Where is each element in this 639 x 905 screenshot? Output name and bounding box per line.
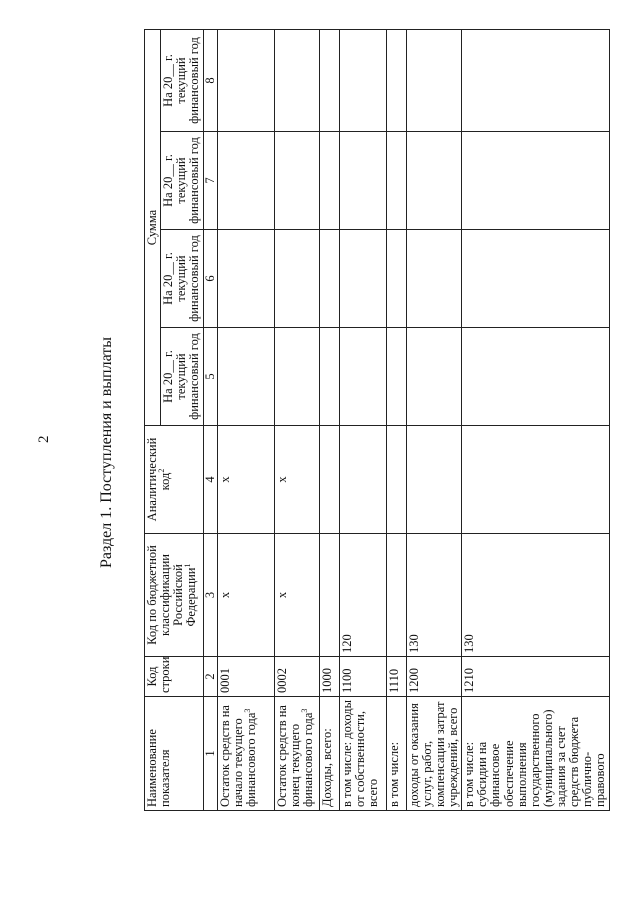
row-analytic-code: x — [217, 426, 274, 534]
row-sum-cell — [462, 230, 609, 328]
row-sum-cell — [386, 230, 406, 328]
row-sum-cell — [462, 29, 609, 131]
header-sum-col-7: На 20__ г. текущий финансовый год — [161, 132, 203, 230]
row-line-code: 1000 — [319, 657, 339, 697]
row-budget-code — [386, 534, 406, 657]
row-sum-cell — [319, 230, 339, 328]
row-sum-cell — [339, 29, 386, 131]
table-row — [274, 29, 319, 810]
row-budget-code: 130 — [406, 534, 462, 657]
header-line-code: Код строки — [145, 657, 204, 697]
table-row — [462, 29, 609, 810]
row-name: Остаток средств на конец текущего финансового года$^3$ — [274, 697, 319, 811]
row-budget-code: x — [217, 534, 274, 657]
row-sum-cell — [217, 230, 274, 328]
column-number: 7 — [203, 132, 217, 230]
table-row — [319, 29, 339, 810]
row-sum-cell — [386, 132, 406, 230]
column-number: 4 — [203, 426, 217, 534]
row-name: доходы от оказания услуг, работ, компенсации затрат учреждений, всего — [406, 697, 462, 811]
row-analytic-code — [386, 426, 406, 534]
row-sum-cell — [339, 328, 386, 426]
row-budget-code: x — [274, 534, 319, 657]
column-numbers-row — [203, 29, 217, 810]
row-line-code: 1210 — [462, 657, 609, 697]
row-sum-cell — [462, 132, 609, 230]
column-number: 8 — [203, 29, 217, 131]
row-sum-cell — [339, 132, 386, 230]
row-budget-code — [319, 534, 339, 657]
section-title: Раздел 1. Поступления и выплаты — [98, 336, 115, 569]
row-sum-cell — [217, 132, 274, 230]
row-sum-cell — [319, 328, 339, 426]
header-budget-classification-code: Код по бюджетной классификации Российской Федерации$^1$ — [145, 534, 204, 657]
row-sum-cell — [339, 230, 386, 328]
row-name: в том числе: — [386, 697, 406, 811]
row-line-code: 0002 — [274, 657, 319, 697]
row-analytic-code — [406, 426, 462, 534]
row-name: Остаток средств на начало текущего финансового года$^3$ — [217, 697, 274, 811]
column-number: 1 — [203, 697, 217, 811]
header-sum-col-8: На 20__ г. текущий финансовый год — [161, 29, 203, 131]
row-sum-cell — [274, 132, 319, 230]
page-number: 2 — [36, 435, 52, 443]
table-row — [339, 29, 386, 810]
header-sum-col-6: На 20__ г. текущий финансовый год — [161, 230, 203, 328]
row-sum-cell — [386, 328, 406, 426]
row-sum-cell — [217, 29, 274, 131]
table-row — [406, 29, 462, 810]
row-analytic-code — [339, 426, 386, 534]
column-number: 5 — [203, 328, 217, 426]
row-line-code: 1110 — [386, 657, 406, 697]
row-sum-cell — [406, 132, 462, 230]
header-sum-col-5: На 20__ г. текущий финансовый год — [161, 328, 203, 426]
row-line-code: 1200 — [406, 657, 462, 697]
row-name: в том числе: субсидии на финансовое обеспечение выполнения государственного (муниципального) задания за счет средств бюджета публично-правового — [462, 697, 609, 811]
row-sum-cell — [319, 29, 339, 131]
header-sum: Сумма — [145, 29, 161, 425]
row-name: Доходы, всего: — [319, 697, 339, 811]
row-analytic-code — [462, 426, 609, 534]
row-line-code: 1100 — [339, 657, 386, 697]
row-line-code: 0001 — [217, 657, 274, 697]
row-sum-cell — [462, 328, 609, 426]
receipts-payments-table — [144, 29, 610, 811]
column-number: 3 — [203, 534, 217, 657]
row-sum-cell — [274, 230, 319, 328]
row-sum-cell — [319, 132, 339, 230]
header-indicator-name: Наименование показателя — [145, 697, 204, 811]
row-sum-cell — [274, 29, 319, 131]
row-sum-cell — [217, 328, 274, 426]
row-budget-code: 130 — [462, 534, 609, 657]
column-number: 6 — [203, 230, 217, 328]
row-budget-code: 120 — [339, 534, 386, 657]
row-name: в том числе: доходы от собственности, всего — [339, 697, 386, 811]
table-row — [217, 29, 274, 810]
row-sum-cell — [406, 230, 462, 328]
row-analytic-code — [319, 426, 339, 534]
row-analytic-code: x — [274, 426, 319, 534]
row-sum-cell — [406, 328, 462, 426]
row-sum-cell — [386, 29, 406, 131]
row-sum-cell — [274, 328, 319, 426]
table-row — [386, 29, 406, 810]
row-sum-cell — [406, 29, 462, 131]
header-analytic-code: Аналитический код$^2$ — [145, 426, 204, 534]
column-number: 2 — [203, 657, 217, 697]
